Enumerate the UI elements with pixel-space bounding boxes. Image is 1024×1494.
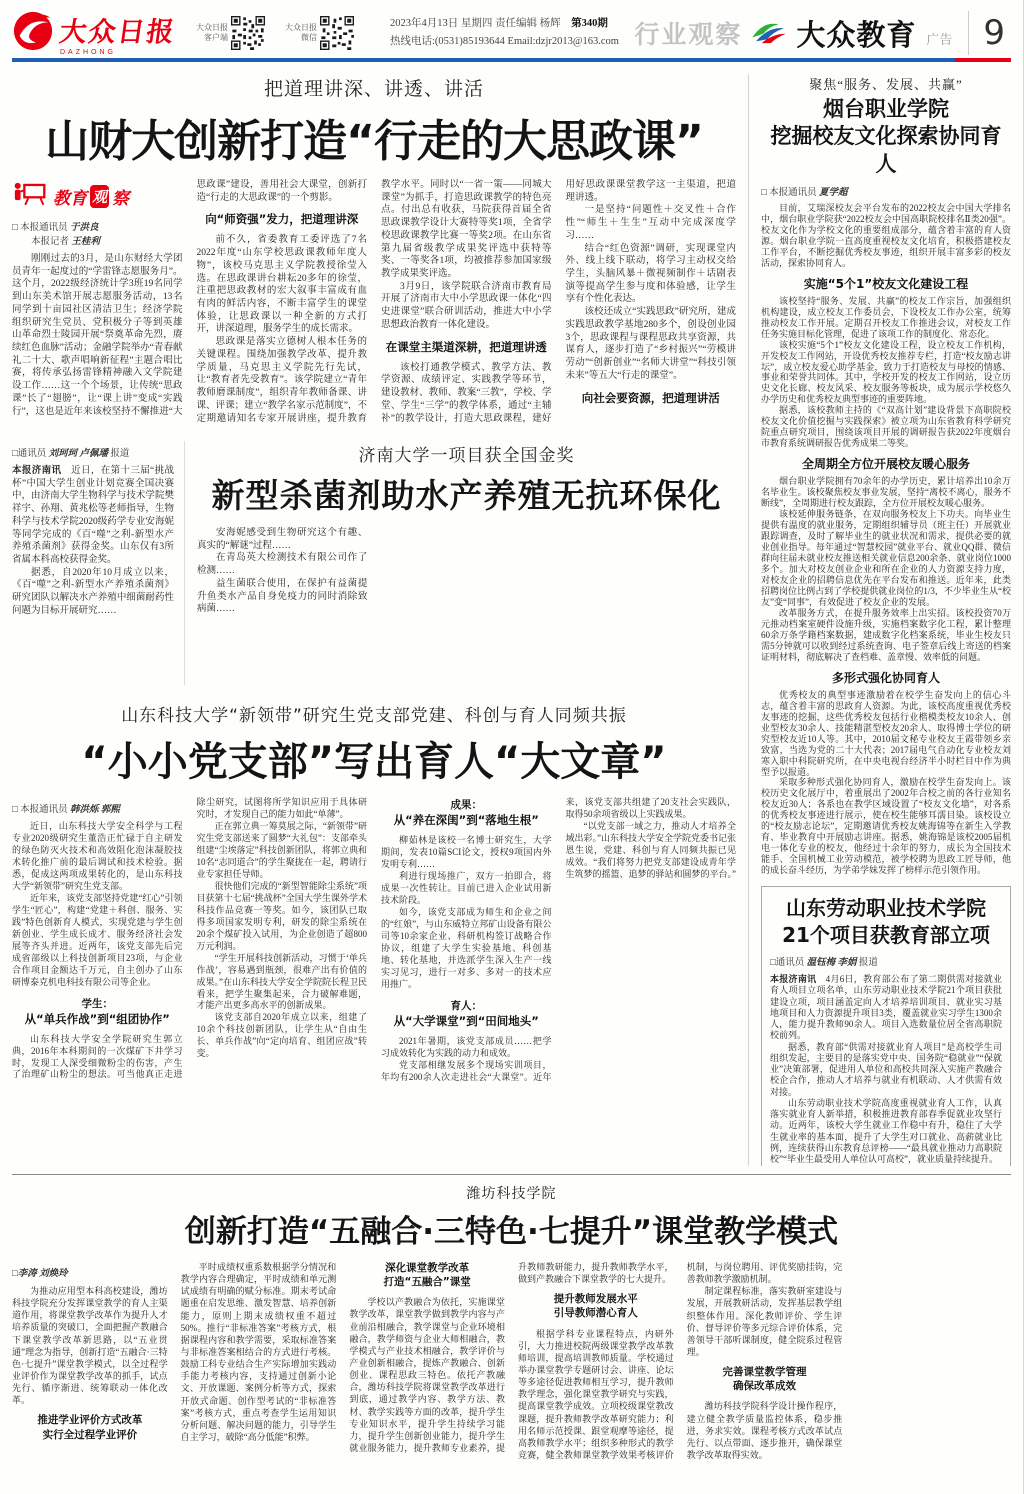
article2-body [197, 527, 736, 685]
masthead-info [390, 15, 619, 51]
article2-lead: 本报济南讯 近日，在第十三届“挑战杯”中国大学生创业计划竞赛全国决赛中，由济南大学生物科学与技术学院樊祥宇、孙翔、黄兆松等老师指导，生物科学与技术学院2020级药学专业安海妮等同学完成的《百“噬”之利-新型水产养殖杀菌剂》获得金奖。山东仅有3所省属本科高校获得金奖。 [12, 466, 174, 566]
body-paragraph: 近年来，该党支部坚持党建“红心”引领学生“匠心”，构建“党建＋科创、服务、实践”特色创新育人模式，实现党建与学生创新创业、学生成长成才、服务经济社会发展等齐头并进。近两年，该党支部先后完成省部级以上科技创新项目23项，与企业合作项目金额达千万元，自主创办了山东研博泰克机电科技有限公司等企业。 [12, 892, 183, 987]
badge-text-cha: 察 [112, 188, 130, 209]
article2-headline: 新型杀菌剂助水产养殖无抗环保化 [211, 479, 722, 515]
article6-subhead-1: 推进学业评价方式改革 实行全过程学业评价 [37, 1414, 143, 1441]
body-paragraph: 很快他们完成的“新型智能除尘系统”项目获第十七届“挑战杯”全国大学生课外学术科技作品竞赛一等奖。如今，该团队已取得多项国家发明专利，研发的除尘系统在20余个煤矿投入试用，为企业创造了超800万元利润。 [196, 880, 367, 951]
body-paragraph: 据悉，教育部“供需对接就业育人项目”是高校学生司组织发起，主要目的是落实党中央、国务院“稳就业”“保就业”决策部署，促进用人单位和高校共同深入实施产教融合校企合作，推动人才培养与就业有机联动、人才供需有效对接。 [770, 1041, 1002, 1097]
hotline-line: 热线电话:(0531)85193644 Email:dzjr2013@163.com [390, 36, 619, 47]
body-paragraph: 为推动应用型本科高校建设，潍坊科技学院充分发挥课堂教学的育人主渠道作用，将课堂教学改革作为提升人才培养质量的突破口，全面把握产教融合下课堂教学改革新思路，以“五业贯通”理念为指导，创新打造“五融合·三特色·七提升”课堂教学模式，以全过程学业评价作为课堂教学改革的抓手，试点先行、循序渐进、统筹联动一体化改革。 [12, 1286, 168, 1406]
badge-text-jiaoyu: 教育 [53, 188, 87, 209]
article1-kicker: 把道理讲深、讲透、讲活 [263, 79, 484, 100]
body-paragraph: 该校实施“5个1”校友文化建设工程，设立校友工作机构，开发校友工作网站，开设优秀校友推荐专栏，打造“校友励志讲坛”，成立校友爱心助学基金，致力于打造校友与母校的情感、事业和荣誉共同体。其中，学校开发的校友工作网站，设立历史文化长廊、校友风采、校友服务等板块，成为展示学校悠久办学历史和优秀校友典型事迹的重要阵地。 [761, 339, 1011, 405]
article2-byline: □通讯员 刘珂珂 卢佩璠 报道 [12, 449, 130, 459]
article4-subhead-1: 实施“5个1”校友文化建设工程 [803, 276, 969, 291]
article5-headline: 山东劳动职业技术学院 21个项目获教育部立项 [782, 896, 990, 948]
body-paragraph: 烟台职业学院拥有70余年的办学历史，累计培养出10余万名毕业生。该校聚焦校友事业发展，坚持“离校不离心，服务不断线”，全周期进行校友跟踪，全方位开展校友暖心服务。 [761, 476, 1011, 509]
page-number: 9 [983, 13, 1005, 53]
body-paragraph: 制定课程标准，落实教研室建设与发展，开展教研活动，发挥基层教学组织整体作用。深化教师评价、学生评价、督导评价等多元综合评价体系，完善领导干部听课制度，健全院系过程管理。 [686, 1286, 843, 1357]
body-paragraph: 刚刚过去的3月，是山东财经大学团员青年一起度过的“学雷锋志愿服务月”。这个月，2022级经济统计学3班19名同学到山东美术馆开展志愿服务活动，13名同学到十亩园社区清洁卫生；经济学院组织研究生党员、党积极分子等到英雄山革命烈士陵园开展“祭奠革命先烈，赓续红色血脉”活动；金融学院举办“青春献礼二十大、歌声唱响新征程”主题合唱比赛，将传承弘扬雷锋精神融入文学院建设工作……这一个个场景，让传统“思政课”长了“翅膀”，让“课上讲”变成“实践行”，这也是近年来该校坚持不懈推进“大思政课”建设，善用社会大课堂，创新打造“行走的大思政课”的一个剪影。 [12, 180, 367, 417]
article-shanda-sizheng [12, 74, 736, 427]
issue-number: 第340期 [571, 18, 608, 30]
body-paragraph: 近日，山东科技大学安全科学与工程专业2020级研究生董浩正忙碌于自主研发的绿色防灭火技术和高效阻化泡沫凝胶技术转化推广前的最后调试和技术检验。据悉，促成这两项成果转化的，是山东科技大学“新领带”研究生党支部。 [12, 821, 183, 891]
body-paragraph: 学校以产教融合为依托，实施课堂教学改革，课堂教学做到教学内容与产业前沿相融合，教学课堂与企业环境相融合，教学师资与企业大师相融合，教学模式与产业技术相融合，教学评价与产业创新相融合，提炼产教融合、创新创业、课程思政三特色。依托产教融合，潍坊科技学院将课堂教学改革进行到底，通过教学内容、教学方法、教材、教学实践等方面的改革，提升学生专业知识水平，提升学生持续学习能力，提升学生创新创业能力，提升学生就业服务能力，提升教师专业素养，提升教师教研能力，提升教师教学水平，做到产教融合下课堂教学的七大提升。 [349, 1262, 674, 1454]
body-paragraph: 柳茹林是该校一名博士研究生，大学期间，发表10篇SCI论文，授权9项国内外发明专利…… [381, 835, 552, 869]
body-paragraph: 正在郭立典一筹莫展之际，“新领带”研究生党支部送来了圆梦“大礼包”：支部牵头组建“尘埃落定”科技创新团队，将郭立典和10名“志同道合”的学生聚拢在一起，聘请行业专家担任导师。 [196, 820, 367, 879]
header-rule [12, 58, 1011, 62]
body-paragraph: 目前，艾瑞深校友会平台发布的2022校友会中国大学排名中，烟台职业学院获“2022校友会中国高职院校排名Ⅱ类20强”。校友文化作为学校文化的重要组成部分，蕴含着丰富的育人资源。烟台职业学院一直高度重视校友文化培育，积极搭建校友工作平台，不断挖掘优秀校友事迹，组织开展丰富多彩的校友活动，探索协同育人。 [761, 202, 1011, 268]
article1-headline: 山财大创新打造“行走的大思政课” [45, 116, 703, 167]
paper-title: 大众日报 [57, 17, 178, 47]
article4-byline: □ 本报通讯员 夏学超 [761, 187, 848, 198]
body-paragraph: 利进行现场推广，双方一拍即合，将成果一次性转让。目前已进入企业试用新技术阶段。 [381, 870, 552, 905]
article4-kicker: 聚焦“服务、发展、共赢” [809, 77, 963, 92]
body-paragraph: 如今，该党支部成为师生和企业之间的“红娘”，与山东威特立邦矿山设备有限公司等10余家企业、科研机构签订战略合作协议，组建了大学生实验基地、科创基地、转化基地，并选派学生深入生产一线实习见习，进行一对多、多对一的技术应用推广。 [381, 906, 552, 989]
article1-subhead-1: 向“师资强”发力，把道理讲深 [205, 212, 359, 227]
section-watch-label: 行业观察 [634, 20, 743, 49]
body-paragraph: 采取多种形式强化协同育人，激励在校学生奋发向上。该校历史文化展厅中，着重展出了2002年合校之前的各行业知名校友近30人；各系也在教学区域设置了“校友文化墙”，对各系的优秀校友事迹进行展示，使在校生能够耳濡目染。该校设立的“校友励志论坛”，定期邀请优秀校友姚海锦等在新生入学教育、毕业教育中开展励志讲座。据悉，姚海锦是该校2005届机电一体化专业的校友，他经过十余年的努力，成长为全国技术能手、全国机械工业劳动模范，被学校聘为思政工匠导师，他的成长奋斗经历，为学弟学妹发挥了榜样示范引领作用。 [761, 777, 1011, 876]
body-paragraph: 山东科技大学安全学院研究生郭立典，2016年本科期间的一次煤矿下井学习时，发现工人深受细微粉尘的伤害，产生了治理矿山粉尘的想法。可当他真正走进除尘研究，试图将所学知识应用于具体研究时，才发现自己的能力如此“单薄”。 [12, 797, 367, 1080]
article3-body [12, 797, 736, 1093]
article1-byline: □ 本报通讯员 于洪良 本报记者 王桂利 [12, 223, 100, 247]
article4-subhead-2: 全周期全方位开展校友暖心服务 [801, 457, 970, 472]
body-paragraph: 安海妮感受到生物研究这个有趣、真实的“解谜”过程…… [197, 528, 368, 551]
masthead-logo [12, 10, 176, 57]
body-paragraph: 据悉，该校教师主持的《“双高计划”建设背景下高职院校校友文化价值挖掘与实践探索》被立项为山东省教育科学研究院重点研究项目，围绕该项目开展的调研报告获2022年度烟台市教育系统调研报告优秀成果二等奖。 [761, 405, 1011, 449]
article2-kicker: 济南大学一项目获全国金奖 [358, 446, 575, 465]
article3-subhead-results: 成果： 从“养在深闺”到“落地生根” [393, 799, 539, 827]
dateline-tag: 本报济南讯 [770, 974, 817, 985]
date-line: 2023年4月13日 星期四 责任编辑 杨辉 第340期 [390, 18, 608, 30]
article3-subhead-education: 育人： 从“大学课堂”到“田间地头” [393, 999, 539, 1028]
article1-body [12, 179, 736, 427]
ad-label: 广告 [926, 31, 953, 47]
body-paragraph: 党支部相继发展多个现场实训项目，年均有200余人次走进社会“大课堂”。近年来，该党支部共组建了20支社会实践队，取得50余项省级以上实践成果。 [381, 797, 736, 1082]
qr-code-app-icon [231, 16, 265, 50]
body-paragraph: 山东劳动职业技术学院高度重视就业育人工作，认真落实就业育人新举措，积极推进教育部春季促就业攻坚行动。近两年，该校大学生就业工作稳中有升，稳住了大学生就业率的基本面，提升了大学生对口就业、高薪就业比例，连续获得山东教育总评榜——“最具就业推动力高职院校”“毕业生最受用人单位认可高校”，就业质量持续提升。 [770, 1097, 1002, 1165]
body-paragraph: 该党支部自2020年成立以来，组建了10余个科技创新团队，让学生从“自由生长、单兵作战”向“定向培育、组团应战”转变。 [196, 1012, 367, 1059]
qr-group-app [196, 16, 265, 50]
body-paragraph: 该校打通教学模式、教学方法、教学资源、成绩评定、实践教学等环节，建设教材、教师、教案“三教”，学校、学堂、学生“三学”的教学体系，通过“主辅补”的教学设计，打造大思政课程，建好用好思政课课堂教学这一主渠道，把道理讲透。 [381, 180, 736, 424]
body-paragraph: 根据学科专业课程特点，内研外引，大力推进校院两级课堂教学改革教师培训，提高培训教师质量。学校通过举办课堂教学专题研讨会、讲座、论坛等多途径促进教师相互学习，提升教师教学理念，强化课堂教学研究与实践，提高课堂教学成效。立项校级课堂教改课题，提升教师教学改革研究能力；利用名师示范授课、跟堂观摩等途径，提高教师教学水平；组织多种形式的教学竞赛，健全教师课堂教学效果考核评价机制，与岗位聘用、评优奖励挂钩，完善教师教学激励机制。 [517, 1262, 843, 1461]
article5-byline: □通讯员 温钰梅 李娟 报道 [770, 958, 878, 969]
teacher-blackboard-icon [12, 181, 50, 211]
body-paragraph: 该校还成立“实践思政”研究所，建成实践思政教学基地280多个，创设创业园3个，思政课程与课程思政共享资源，共谋育人，逐步打造了“乡村振兴”“劳模讲劳动”“创新创业”“名师大讲堂”“科技引领未来”等五大“行走的课堂”。 [565, 307, 736, 381]
body-paragraph: 该校延伸服务链条，在双向服务校友上下功夫。向毕业生提供有温度的就业服务，定期组织辅导员（班主任）开展就业跟踪调查，及时了解毕业生的就业状况和需求，提供必要的就业创业指导。每年通过“智慧校园”就业平台、就业QQ群、微信群向往届未就业校友推送相关就业信息200余条、就业岗位1000多个。加大对校友创业企业和所在企业的人力资源支持力度，对校友企业的招聘信息优先在平台发布和推送。近年来，此类招聘岗位比例占到了学校提供就业岗位的1/3，不少毕业生从“校友”变“同事”，有效促进了校友企业的发展。 [761, 509, 1011, 607]
page-number-box [968, 11, 1011, 55]
article3-byline: □ 本报通讯员 韩洪烁 郭熙 [12, 805, 120, 815]
article-yantai-vocational [761, 74, 1011, 876]
qr-wechat-label: 大众日报 微信 [285, 23, 317, 42]
dazhong-emblem-icon [12, 10, 54, 57]
body-paragraph: 一是坚持“问题性＋交叉性＋合作性”“师生＋生生”互动中完成深度学习…… [565, 205, 736, 241]
sidebar-column [748, 74, 1011, 1166]
body-paragraph: 思政课是落实立德树人根本任务的关键课程。围绕加强教学改革、提升教学质量，马克思主义学院先行先试，让“教育者先受教育”。该学院建立“青年教师磨课制度”，组织青年教师备课、讲课、评课；建立“教学名家示范制度”，不定期邀请知名专家开展讲座，提升教育教学水平。同时以“一省一策——同城大课堂”为抓手，打造思政课教学的特色亮点。付出总有收获，马院获得首届全省思政课教学设计大赛特等奖1项，全省学校思政课教学比赛一等奖2项。在山东省第九届省级教学成果奖评选中获特等奖、一等奖各1项，均被推荐参加国家级教学成果奖评选。 [196, 180, 552, 424]
body-paragraph: 平时成绩权重系数根据学分情况和教学内容合理确定，平时成绩和单元测试成绩有明确的赋分标准。期末考试命题重在启发思维、激发智慧、培养创新能力，原则上期末成绩权重不超过50%。推行“非标准答案”考核方式，根据课程内容和教学需要，采取标准答案与非标准答案相结合的方式进行考核。鼓励工科专业结合生产实际增加实践动手能力考核内容，支持通过创新小论文、开放课题、案例分析等方式，探索开放式命题、创作型考试的“非标准答案”考核方式，重点考查学生运用知识分析问题、解决问题的能力，引导学生自主学习，破除“高分低能”积弊。 [180, 1262, 337, 1442]
section-title: 大众教育 [796, 17, 917, 52]
qr-code-wechat-icon [320, 16, 354, 50]
main-column [12, 74, 736, 1166]
body-paragraph: 益生菌联合使用，在保护有益菌提升鱼类水产品自身免疫力的同时消除致病菌…… [197, 578, 368, 615]
body-paragraph: 结合“红色资源”调研，实现课堂内外、线上线下联动，将学习主动权交给学生，头脑风暴＋微视频制作＋话剧表演等提高学生参与度和体验感，让学生享有个性化表达。 [565, 243, 736, 305]
body-paragraph: “学生开展科技创新活动，习惯于‘单兵作战’，容易遇到瓶颈，很难产出有价值的成果。”在山东科技大学安全学院院长程卫民看来，把学生聚集起来，合力破解难题，才能产出更多高水平的创新成果。 [196, 952, 367, 1011]
article-sdust-party-branch [12, 701, 736, 1093]
article-jinan-university [12, 441, 736, 685]
body-paragraph: 前不久，省委教育工委评选了7名2022年度“山东学校思政课教师年度人物”，该校马克思主义学院教授徐莹入选。在思政课讲台耕耘20多年的徐莹，注重把思政教材的宏大叙事丰富成有血有肉的鲜活内容，不断丰富学生的课堂体验，让思政课以一种全新的方式打开，讲深道理，服务学生的成长需求。 [196, 235, 367, 335]
article6-kicker: 潍坊科技学院 [466, 1187, 557, 1202]
article1-subhead-3: 向社会要资源，把道理讲活 [581, 390, 720, 405]
body-paragraph: 据悉，自2020年10月成立以来，《百“噬”之利-新型水产养殖杀菌剂》研究团队以解决水产养殖中细菌耐药性问题为目标开展研究…… [12, 567, 174, 616]
content-area [12, 62, 1011, 1166]
dateline-tag: 本报济南讯 [12, 466, 62, 476]
section-swoosh-icon [750, 17, 788, 50]
section-banner [634, 11, 1011, 55]
qr-group-wechat [285, 16, 354, 50]
body-paragraph: 2021年暑期，该党支部成员……把学习成效转化为实践的动力和成效。 [381, 1035, 552, 1058]
body-paragraph: 改革服务方式，在提升服务效率上出实招。该校投资70万元推动档案室硬件设施升级，实施档案数字化工程，累计整理60余万条学籍档案数据，建成数字化档案系统，毕业生校友只需5分钟就可以收到经过系统查询、电子签章后线上寄送的档案证明材料，彻底解决了查档难、盖章慢、效率低的问题。 [761, 607, 1011, 662]
article4-subhead-3: 多形式强化协同育人 [831, 670, 940, 685]
article4-headline: 烟台职业学院 挖掘校友文化探索协同育人 [770, 97, 1002, 176]
article6-byline: □李涛 刘焕玲 [12, 1269, 68, 1279]
body-paragraph: 3月9日，该学院联合济南市教育局开展了济南市大中小学思政课一体化“四史进课堂”联合研训活动，推进大中小学思想政治教育一体化建设。 [381, 281, 552, 330]
article6-body [12, 1261, 1011, 1467]
article6-headline: 创新打造“五融合·三特色·七提升”课堂教学模式 [184, 1214, 839, 1250]
article1-subhead-2: 在课堂主渠道深耕，把道理讲透 [385, 339, 547, 354]
article3-kicker: 山东科技大学“新领带”研究生党支部党建、科创与育人同频共振 [121, 706, 627, 726]
article2-headline-block [184, 441, 736, 685]
masthead [12, 0, 1011, 58]
article3-subhead-students: 学生： 从“单兵作战”到“组团协作” [24, 997, 170, 1026]
education-watch-badge [12, 181, 183, 211]
body-paragraph: 在青岛英大检测技术有限公司作了检测…… [197, 553, 368, 577]
article5-lead: 本报济南讯 4月6日，教育部公布了第二期供需对接就业育人项目立项名单，山东劳动职业技术学院21个项目获批建设立项，项目涵盖定向人才培养培训项目、就业实习基地项目和人力资源提升项目3类，覆盖就业实习学生1300余人，能力提升教师90余人。项目入选数量位居全省高职院校前列。 [770, 974, 1002, 1041]
body-paragraph: 优秀校友的典型事迹激励着在校学生奋发向上的信心斗志，蕴含着丰富的思政育人资源。为此，该校高度重视优秀校友事迹的挖掘，这些优秀校友包括行业楷模类校友10余人、创业型校友30余人、技能精湛型校友20余人、取得博士学位的研究型校友近10人等。其中，2010届文秘专业校友王霞带领乡亲致富，当选为党的二十大代表；2017届电气自动化专业校友刘寒入职中科院研究所，在中央电视台经济半小时栏目中作为典型予以报道。 [761, 689, 1011, 777]
body-paragraph: 该校坚持“服务、发展、共赢”的校友工作宗旨，加强组织机构建设，成立校友工作委员会，下设校友工作办公室，统筹推动校友工作开展。定期召开校友工作推进会议，对校友工作任务实施目标化管理，促进了该项工作的制度化、常态化。 [761, 295, 1011, 339]
header-rule-blue [12, 58, 955, 62]
header-rule-red [955, 58, 1011, 62]
article6-subhead-2: 深化课堂教学改革 打造“五融合”课堂 [383, 1262, 471, 1289]
article2-first-column [12, 441, 184, 685]
paper-title-latin: DAZHONG [60, 49, 116, 56]
badge-text-guan: 观 [90, 185, 109, 208]
article-weifang-tech [12, 1174, 1011, 1467]
body-paragraph: 潍坊科技学院科学设计操作程序，建立健全教学质量监控体系，稳步推进，务求实效。课程考核方式改革试点先行、以点带面、逐步推开，确保课堂教学改革取得实效。 [686, 1401, 843, 1461]
article6-subhead-4: 完善课堂教学管理 确保改革成效 [722, 1366, 807, 1393]
article-shandong-labor-college [761, 886, 1011, 1166]
article3-headline: “小小党支部”写出育人“大文章” [81, 739, 667, 785]
qr-app-label: 大众日报 客户端 [196, 23, 228, 42]
article6-subhead-3: 提升教师发展水平 引导教师潜心育人 [553, 1293, 638, 1320]
body-paragraph: “以党支部一域之力，推动人才培养全域出彩。”山东科技大学安全学院党委书记张恩生说，党建、科创与育人同频共振已见成效。“我们将努力把党支部建设成青年学生筑梦的摇篮、追梦的驿站和圆梦的平台。” [565, 820, 736, 879]
